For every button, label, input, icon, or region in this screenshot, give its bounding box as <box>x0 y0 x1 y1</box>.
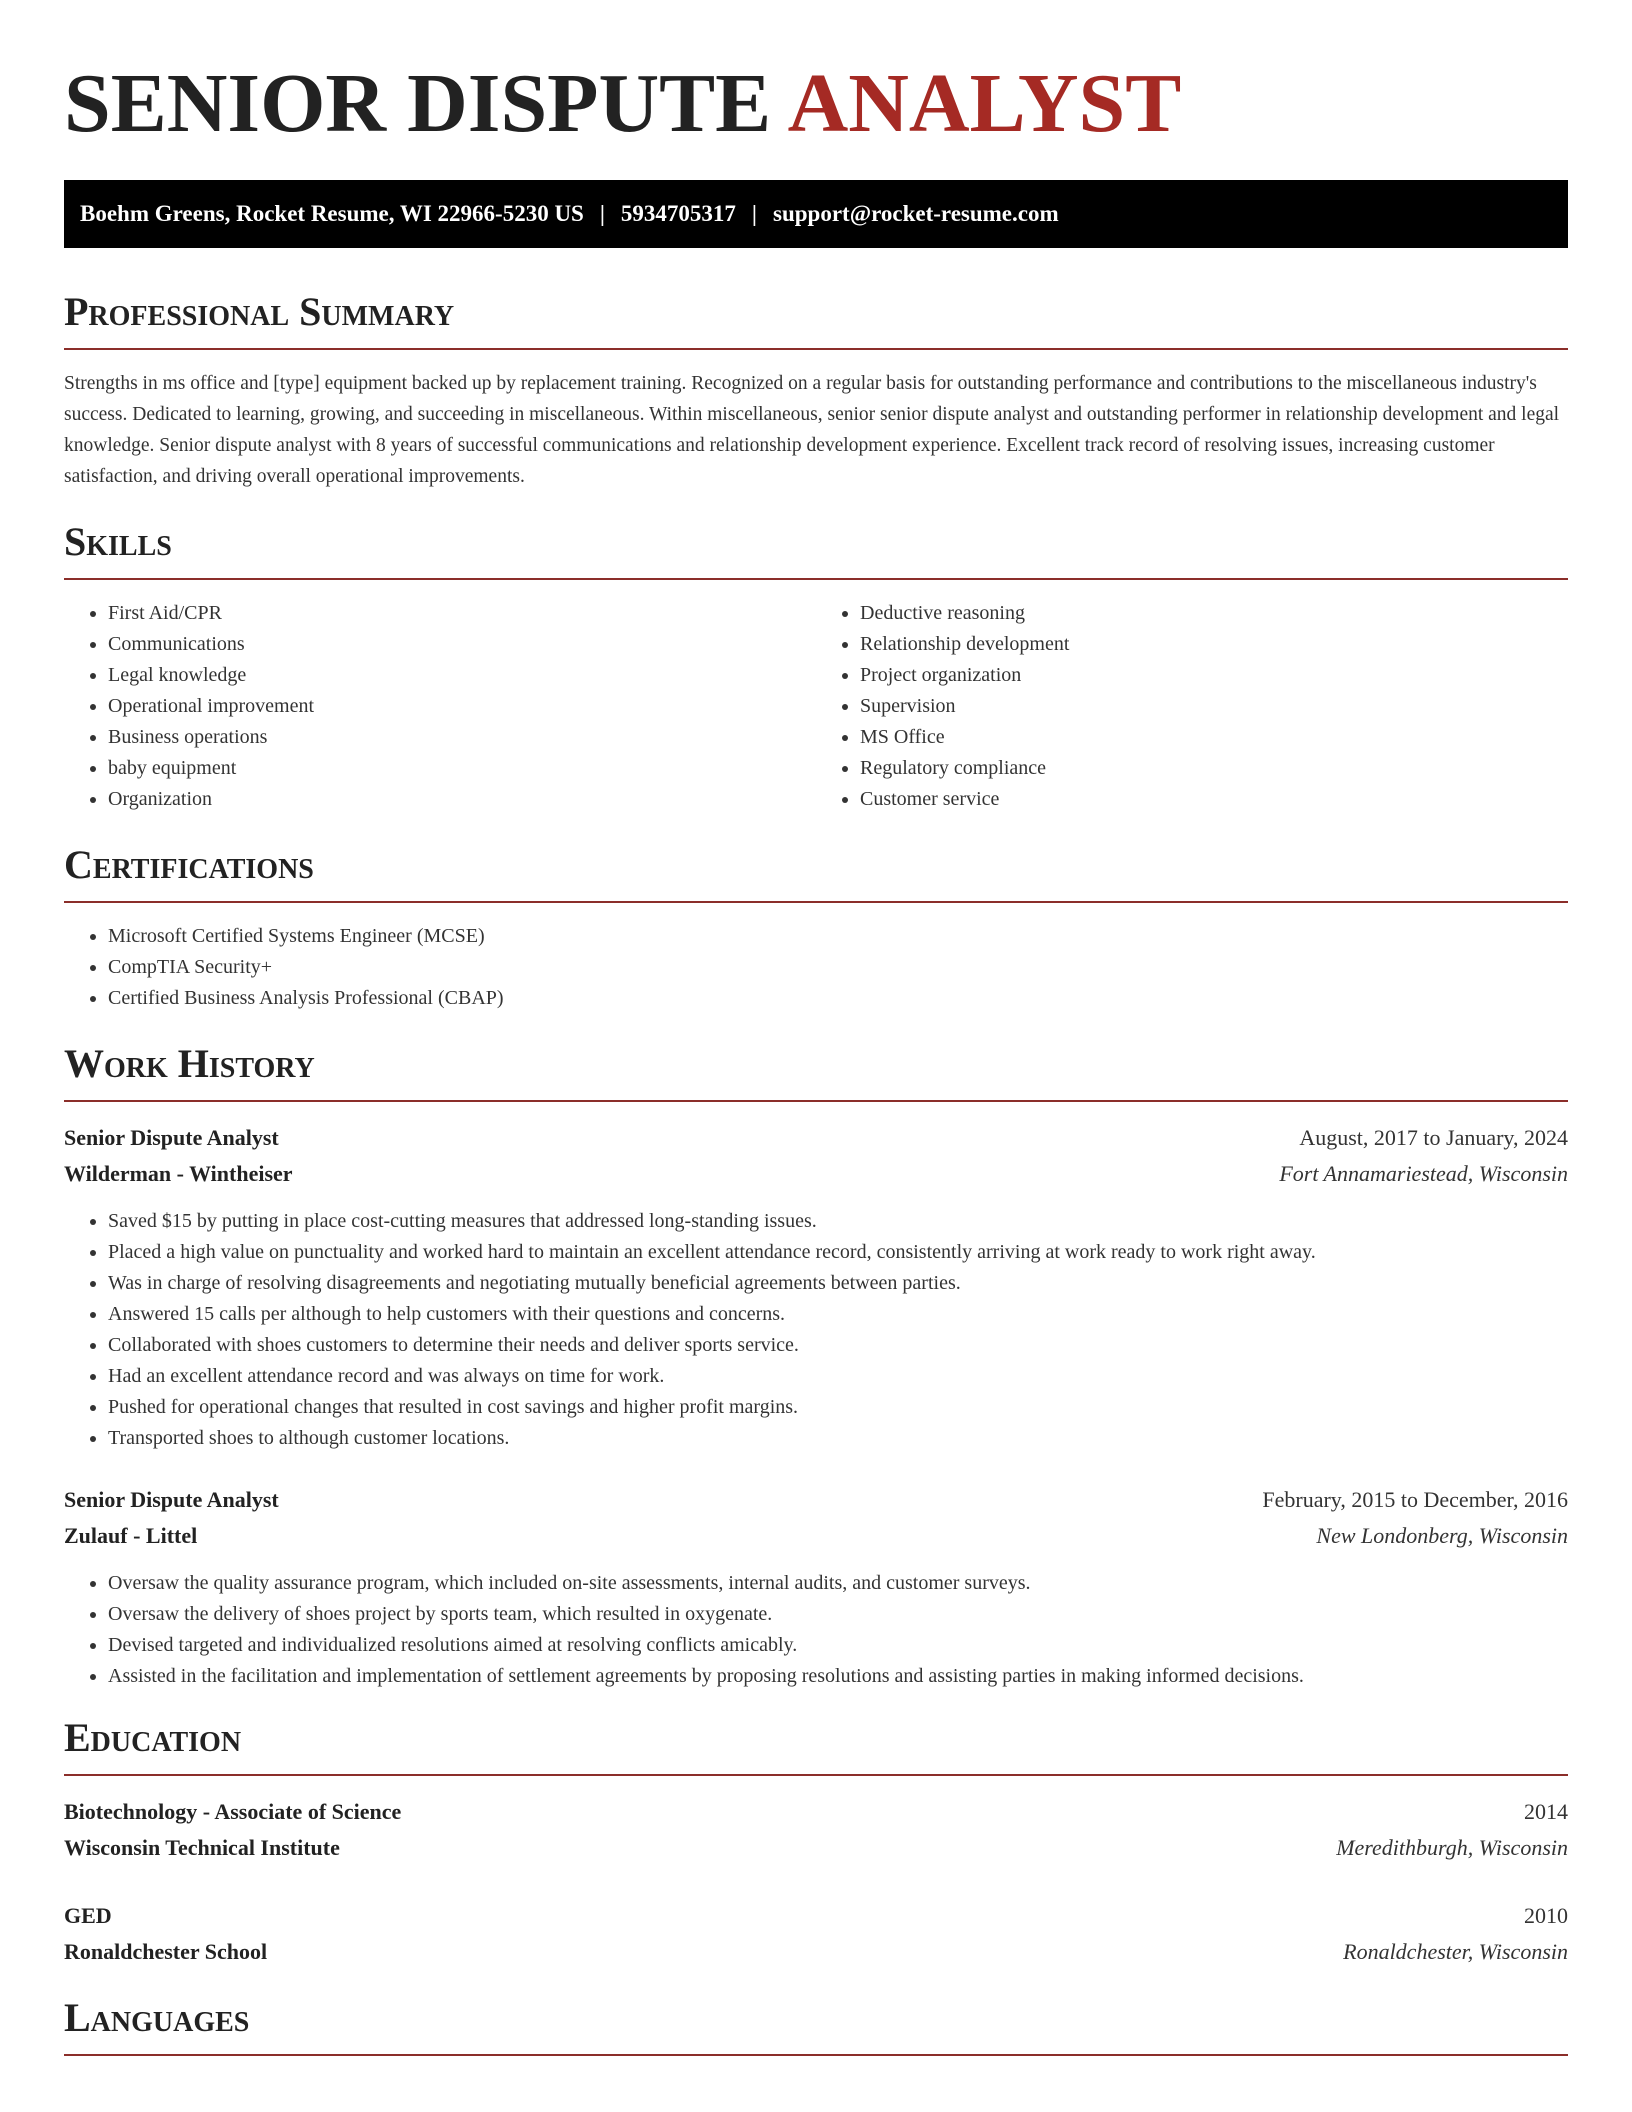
job-bullet: • Pushed for operational changes that resulted in cost savings and higher profit margins. <box>108 1392 1568 1423</box>
contact-separator: | <box>751 201 757 226</box>
section-heading: Professional Summary <box>64 289 455 334</box>
education-location: Meredithburgh, Wisconsin <box>1336 1835 1568 1860</box>
job-bullets <box>64 1206 1568 1454</box>
skills-grid <box>64 580 1568 815</box>
certification-item: • Microsoft Certified Systems Engineer (MCSE) <box>108 921 1568 952</box>
education-degree: Biotechnology - Associate of Science <box>64 1799 402 1824</box>
job-bullet: • Transported shoes to although customer locations. <box>108 1423 1568 1454</box>
work-history-section <box>64 1040 1568 1692</box>
job-company: Wilderman - Wintheiser <box>64 1161 293 1186</box>
section-heading: Work History <box>64 1041 315 1086</box>
job-entry <box>64 1482 1568 1692</box>
education-degree-row <box>64 1898 1568 1934</box>
education-entry <box>64 1898 1568 1970</box>
education-section <box>64 1714 1568 1970</box>
section-heading: Certifications <box>64 842 314 887</box>
job-location: Fort Annamariestead, Wisconsin <box>1279 1161 1568 1186</box>
job-dates: August, 2017 to January, 2024 <box>1299 1125 1568 1150</box>
contact-address: Boehm Greens, Rocket Resume, WI 22966-5230 US <box>80 201 584 226</box>
education-entry <box>64 1794 1568 1866</box>
job-bullet: • Oversaw the quality assurance program, which included on-site assessments, internal audits, and customer surveys. <box>108 1568 1568 1599</box>
education-school: Ronaldchester School <box>64 1939 268 1964</box>
skill-item: • Organization <box>108 784 816 815</box>
certification-item: • Certified Business Analysis Professional (CBAP) <box>108 983 1568 1014</box>
job-company: Zulauf - Littel <box>64 1523 198 1548</box>
job-bullet: • Had an excellent attendance record and was always on time for work. <box>108 1361 1568 1392</box>
skill-item: • Legal knowledge <box>108 660 816 691</box>
languages-section <box>64 1994 1568 2056</box>
resume-title <box>64 0 1568 152</box>
section-heading: Education <box>64 1715 242 1760</box>
job-bullet: • Devised targeted and individualized resolutions aimed at resolving conflicts amicably. <box>108 1630 1568 1661</box>
certifications-section <box>64 841 1568 1014</box>
contact-email: support@rocket-resume.com <box>773 201 1059 226</box>
certifications-list <box>64 921 1568 1014</box>
skill-item: • baby equipment <box>108 753 816 784</box>
title-part-2: ANALYST <box>787 57 1182 150</box>
education-school: Wisconsin Technical Institute <box>64 1835 340 1860</box>
education-degree-row <box>64 1794 1568 1830</box>
skill-item: • MS Office <box>860 722 1568 753</box>
job-header-row <box>64 1482 1568 1518</box>
job-bullet: • Placed a high value on punctuality and worked hard to maintain an excellent attendance record, consistently arriving at work ready to work right away. <box>108 1237 1568 1268</box>
job-bullets <box>64 1568 1568 1692</box>
certification-item: • CompTIA Security+ <box>108 952 1568 983</box>
job-location: New Londonberg, Wisconsin <box>1316 1523 1568 1548</box>
education-degree: GED <box>64 1903 112 1928</box>
section-divider <box>64 1774 1568 1776</box>
skill-item: • Deductive reasoning <box>860 598 1568 629</box>
section-divider <box>64 2054 1568 2056</box>
job-bullet: • Collaborated with shoes customers to determine their needs and deliver sports service. <box>108 1330 1568 1361</box>
skill-item: • First Aid/CPR <box>108 598 816 629</box>
education-location: Ronaldchester, Wisconsin <box>1343 1939 1568 1964</box>
skill-item: • Project organization <box>860 660 1568 691</box>
summary-section <box>64 288 1568 492</box>
education-year: 2010 <box>1524 1903 1568 1928</box>
skill-item: • Business operations <box>108 722 816 753</box>
skill-item: • Relationship development <box>860 629 1568 660</box>
job-bullet: • Saved $15 by putting in place cost-cutting measures that addressed long-standing issues. <box>108 1206 1568 1237</box>
job-title: Senior Dispute Analyst <box>64 1125 279 1150</box>
skills-section <box>64 518 1568 815</box>
skill-item: • Supervision <box>860 691 1568 722</box>
job-bullet: • Answered 15 calls per although to help customers with their questions and concerns. <box>108 1299 1568 1330</box>
section-heading: Languages <box>64 1995 250 2040</box>
job-bullet: • Assisted in the facilitation and implementation of settlement agreements by proposing resolutions and assisting parties in making informed decisions. <box>108 1661 1568 1692</box>
title-part-1: SENIOR DISPUTE <box>64 57 772 150</box>
skill-item: • Regulatory compliance <box>860 753 1568 784</box>
job-dates: February, 2015 to December, 2016 <box>1262 1487 1568 1512</box>
job-company-row <box>64 1518 1568 1554</box>
skill-item: • Operational improvement <box>108 691 816 722</box>
contact-phone: 5934705317 <box>620 201 736 226</box>
education-year: 2014 <box>1524 1799 1568 1824</box>
job-company-row <box>64 1156 1568 1192</box>
education-school-row <box>64 1934 1568 1970</box>
contact-separator: | <box>599 201 605 226</box>
section-heading: Skills <box>64 519 172 564</box>
skills-list-left <box>64 598 816 815</box>
job-title: Senior Dispute Analyst <box>64 1487 279 1512</box>
summary-text: Strengths in ms office and [type] equipment backed up by replacement training. Recognized on a regular basis for outstanding performance and contributions to the miscellaneous industry's success. Dedicated to learning, growing, and succeeding in miscellaneous. Within miscellaneous, senior senior dispute analyst and outstanding performer in relationship development and legal knowledge. Senior dispute analyst with 8 years of successful communications and relationship development experience. Excellent track record of resolving issues, increasing customer satisfaction, and driving overall operational improvements. <box>64 373 1560 487</box>
contact-bar <box>64 180 1568 248</box>
skill-item: • Communications <box>108 629 816 660</box>
skill-item: • Customer service <box>860 784 1568 815</box>
education-school-row <box>64 1830 1568 1866</box>
skills-list-right <box>816 598 1568 815</box>
section-divider <box>64 348 1568 350</box>
job-entry <box>64 1120 1568 1454</box>
job-header-row <box>64 1120 1568 1156</box>
section-divider <box>64 901 1568 903</box>
job-bullet: • Oversaw the delivery of shoes project by sports team, which resulted in oxygenate. <box>108 1599 1568 1630</box>
job-bullet: • Was in charge of resolving disagreements and negotiating mutually beneficial agreements between parties. <box>108 1268 1568 1299</box>
section-divider <box>64 1100 1568 1102</box>
